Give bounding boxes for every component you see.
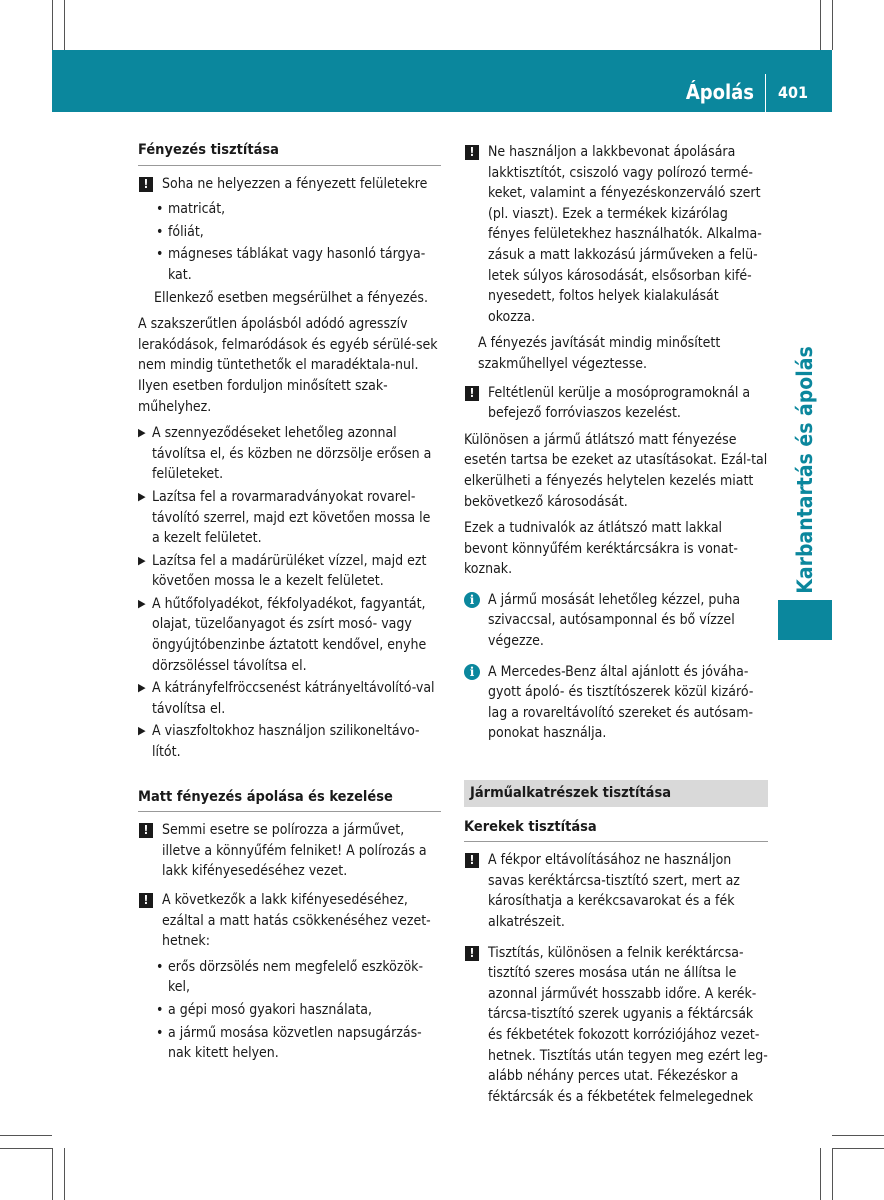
arrow-icon: ▶ xyxy=(138,724,146,738)
instruction-step: ▶ A szennyeződéseket lehetőleg azonnal távolítsa el, és közben ne dörzsölje erősen a felületeket. xyxy=(138,425,432,483)
instruction-step: ▶ A hűtőfolyadékot, fékfolyadékot, fagyantát, olajat, tüzelőanyagot és zsírt mosó- vagy öngyújtóbenzinbe áztatott kendővel, enyhe dörzsöléssel távolítsa el. xyxy=(138,595,427,674)
instruction-step: ▶ A kátrányfelfröccsenést kátrányeltávolító-val távolítsa el. xyxy=(138,680,435,717)
chapter-heading: Járműalkatrészek tisztítása xyxy=(464,780,768,807)
arrow-icon: ▶ xyxy=(138,681,146,695)
crop-mark xyxy=(52,0,53,50)
crop-mark xyxy=(0,1135,52,1136)
page-header xyxy=(52,50,832,112)
crop-mark xyxy=(820,1148,821,1200)
crop-mark xyxy=(64,0,65,50)
crop-mark xyxy=(832,0,833,50)
warning-note: ! A következők a lakk kifényesedéséhez, ezáltal a matt hatás csökkenéséhez vezet-hetnek: xyxy=(138,890,441,952)
left-column xyxy=(138,140,441,1064)
warning-icon: ! xyxy=(139,823,153,838)
warning-icon: ! xyxy=(139,893,153,908)
page-title: Ápolás xyxy=(685,80,754,104)
arrow-icon: ▶ xyxy=(138,596,146,610)
section-heading: Matt fényezés ápolása és kezelése xyxy=(138,787,441,813)
side-tab xyxy=(779,346,831,594)
warning-note: ! Semmi esetre se polírozza a járművet, illetve a könnyűfém felniket! A polírozás a lakk kifényesedéséhez vezet. xyxy=(138,820,441,882)
warning-note: ! A fékpor eltávolításához ne használjon savas keréktárcsa-tisztító szert, mert az károsíthatja a kerékcsavarokat és a fék alkatrészeit. xyxy=(464,850,768,932)
warning-icon: ! xyxy=(465,853,479,868)
crop-mark xyxy=(832,1148,833,1200)
list-item: • erős dörzsölés nem megfelelő eszközök-kel, xyxy=(138,957,441,998)
paragraph: A szakszerűtlen ápolásból adódó agresszív lerakódások, felmaródások és egyéb sérülé-sek nem mindig tüntethetők el maradéktala-nul. Ilyen esetben forduljon minősített szak-műhelyhez. xyxy=(138,316,438,415)
arrow-icon: ▶ xyxy=(138,426,146,440)
paragraph: A fényezés javítását mindig minősített szakműhellyel végeztesse. xyxy=(478,335,721,372)
paragraph: Ellenkező esetben megsérülhet a fényezés. xyxy=(154,289,428,306)
crop-mark xyxy=(832,1148,884,1149)
page-number: 401 xyxy=(777,83,808,102)
list-item: • mágneses táblákat vagy hasonló tárgya-kat. xyxy=(138,244,441,285)
info-note: i A jármű mosását lehetőleg kézzel, puha szivaccsal, autósamponnal és bő vízzel végezze. xyxy=(464,590,768,652)
warning-icon: ! xyxy=(465,946,479,961)
crop-mark xyxy=(64,1148,65,1200)
right-column xyxy=(464,142,768,1107)
crop-mark xyxy=(832,1135,884,1136)
section-heading: Kerekek tisztítása xyxy=(464,817,768,843)
crop-mark xyxy=(0,1148,52,1149)
warning-icon: ! xyxy=(465,145,479,160)
paragraph: Különösen a jármű átlátszó matt fényezése esetén tartsa be ezeket az utasításokat. Ezál-tal elkerülheti a fényezés helytelen kezelés miatt bekövetkező károsodását. xyxy=(464,431,768,510)
paragraph: Ezek a tudnivalók az átlátszó matt lakkal bevont könnyűfém keréktárcsákra is vonat-koznak. xyxy=(464,520,738,578)
crop-mark xyxy=(820,0,821,50)
info-icon: i xyxy=(464,592,480,608)
instruction-step: ▶ Lazítsa fel a rovarmaradványokat rovarel-távolító szerrel, majd ezt követően mossa le a kezelt felületet. xyxy=(138,488,431,547)
side-tab-marker xyxy=(778,600,832,640)
header-divider xyxy=(765,74,766,112)
section-heading: Fényezés tisztítása xyxy=(138,140,441,166)
instruction-step: ▶ A viaszfoltokhoz használjon szilikoneltávo-lítót. xyxy=(138,723,420,761)
side-tab-label: Karbantartás és ápolás xyxy=(793,346,817,594)
list-item: • a jármű mosása közvetlen napsugárzás-nak kitett helyen. xyxy=(138,1023,441,1064)
warning-note: ! Soha ne helyezzen a fényezett felületekre xyxy=(138,174,441,195)
warning-icon: ! xyxy=(465,386,479,401)
list-item: • a gépi mosó gyakori használata, xyxy=(138,1000,441,1021)
warning-note: ! Feltétlenül kerülje a mosóprogramoknál a befejező forróviaszos kezelést. xyxy=(464,383,768,424)
list-item: • matricát, xyxy=(138,199,441,220)
instruction-step: ▶ Lazítsa fel a madárürüléket vízzel, majd ezt követően mossa le a kezelt felületet. xyxy=(138,552,427,590)
list-item: • fóliát, xyxy=(138,222,441,243)
crop-mark xyxy=(52,1148,53,1200)
warning-note: ! Ne használjon a lakkbevonat ápolására lakktisztítót, csiszoló vagy polírozó termé-keket, valamint a fényezéskonzerváló szert (pl. viaszt). Ezek a termékek kizárólag fényes felületekhez használhatók. Alkalma-zásuk a matt lakkozású járműveken a felü-letek súlyos károsodását, elsősorban kifé-nyesedett, foltos helyek kialakulását okozza. xyxy=(464,142,768,327)
info-note: i A Mercedes-Benz által ajánlott és jóváha-gyott ápoló- és tisztítószerek közül kizáró-lag a rovareltávolító szereket és autósam-ponokat használja. xyxy=(464,662,768,744)
arrow-icon: ▶ xyxy=(138,489,146,503)
warning-note: ! Tisztítás, különösen a felnik keréktárcsa-tisztító szeres mosása után ne állítsa le azonnal járművét hosszabb időre. A kerék-tárcsa-tisztító szerek ugyanis a féktárcsák és fékbetétek fokozott korróziójához vezet-hetnek. Tisztítás után tegyen meg ezért leg-alább néhány perces utat. Fékezéskor a féktárcsák és a fékbetétek felmelegednek xyxy=(464,943,768,1108)
arrow-icon: ▶ xyxy=(138,553,146,567)
warning-icon: ! xyxy=(139,177,153,192)
info-icon: i xyxy=(464,664,480,680)
